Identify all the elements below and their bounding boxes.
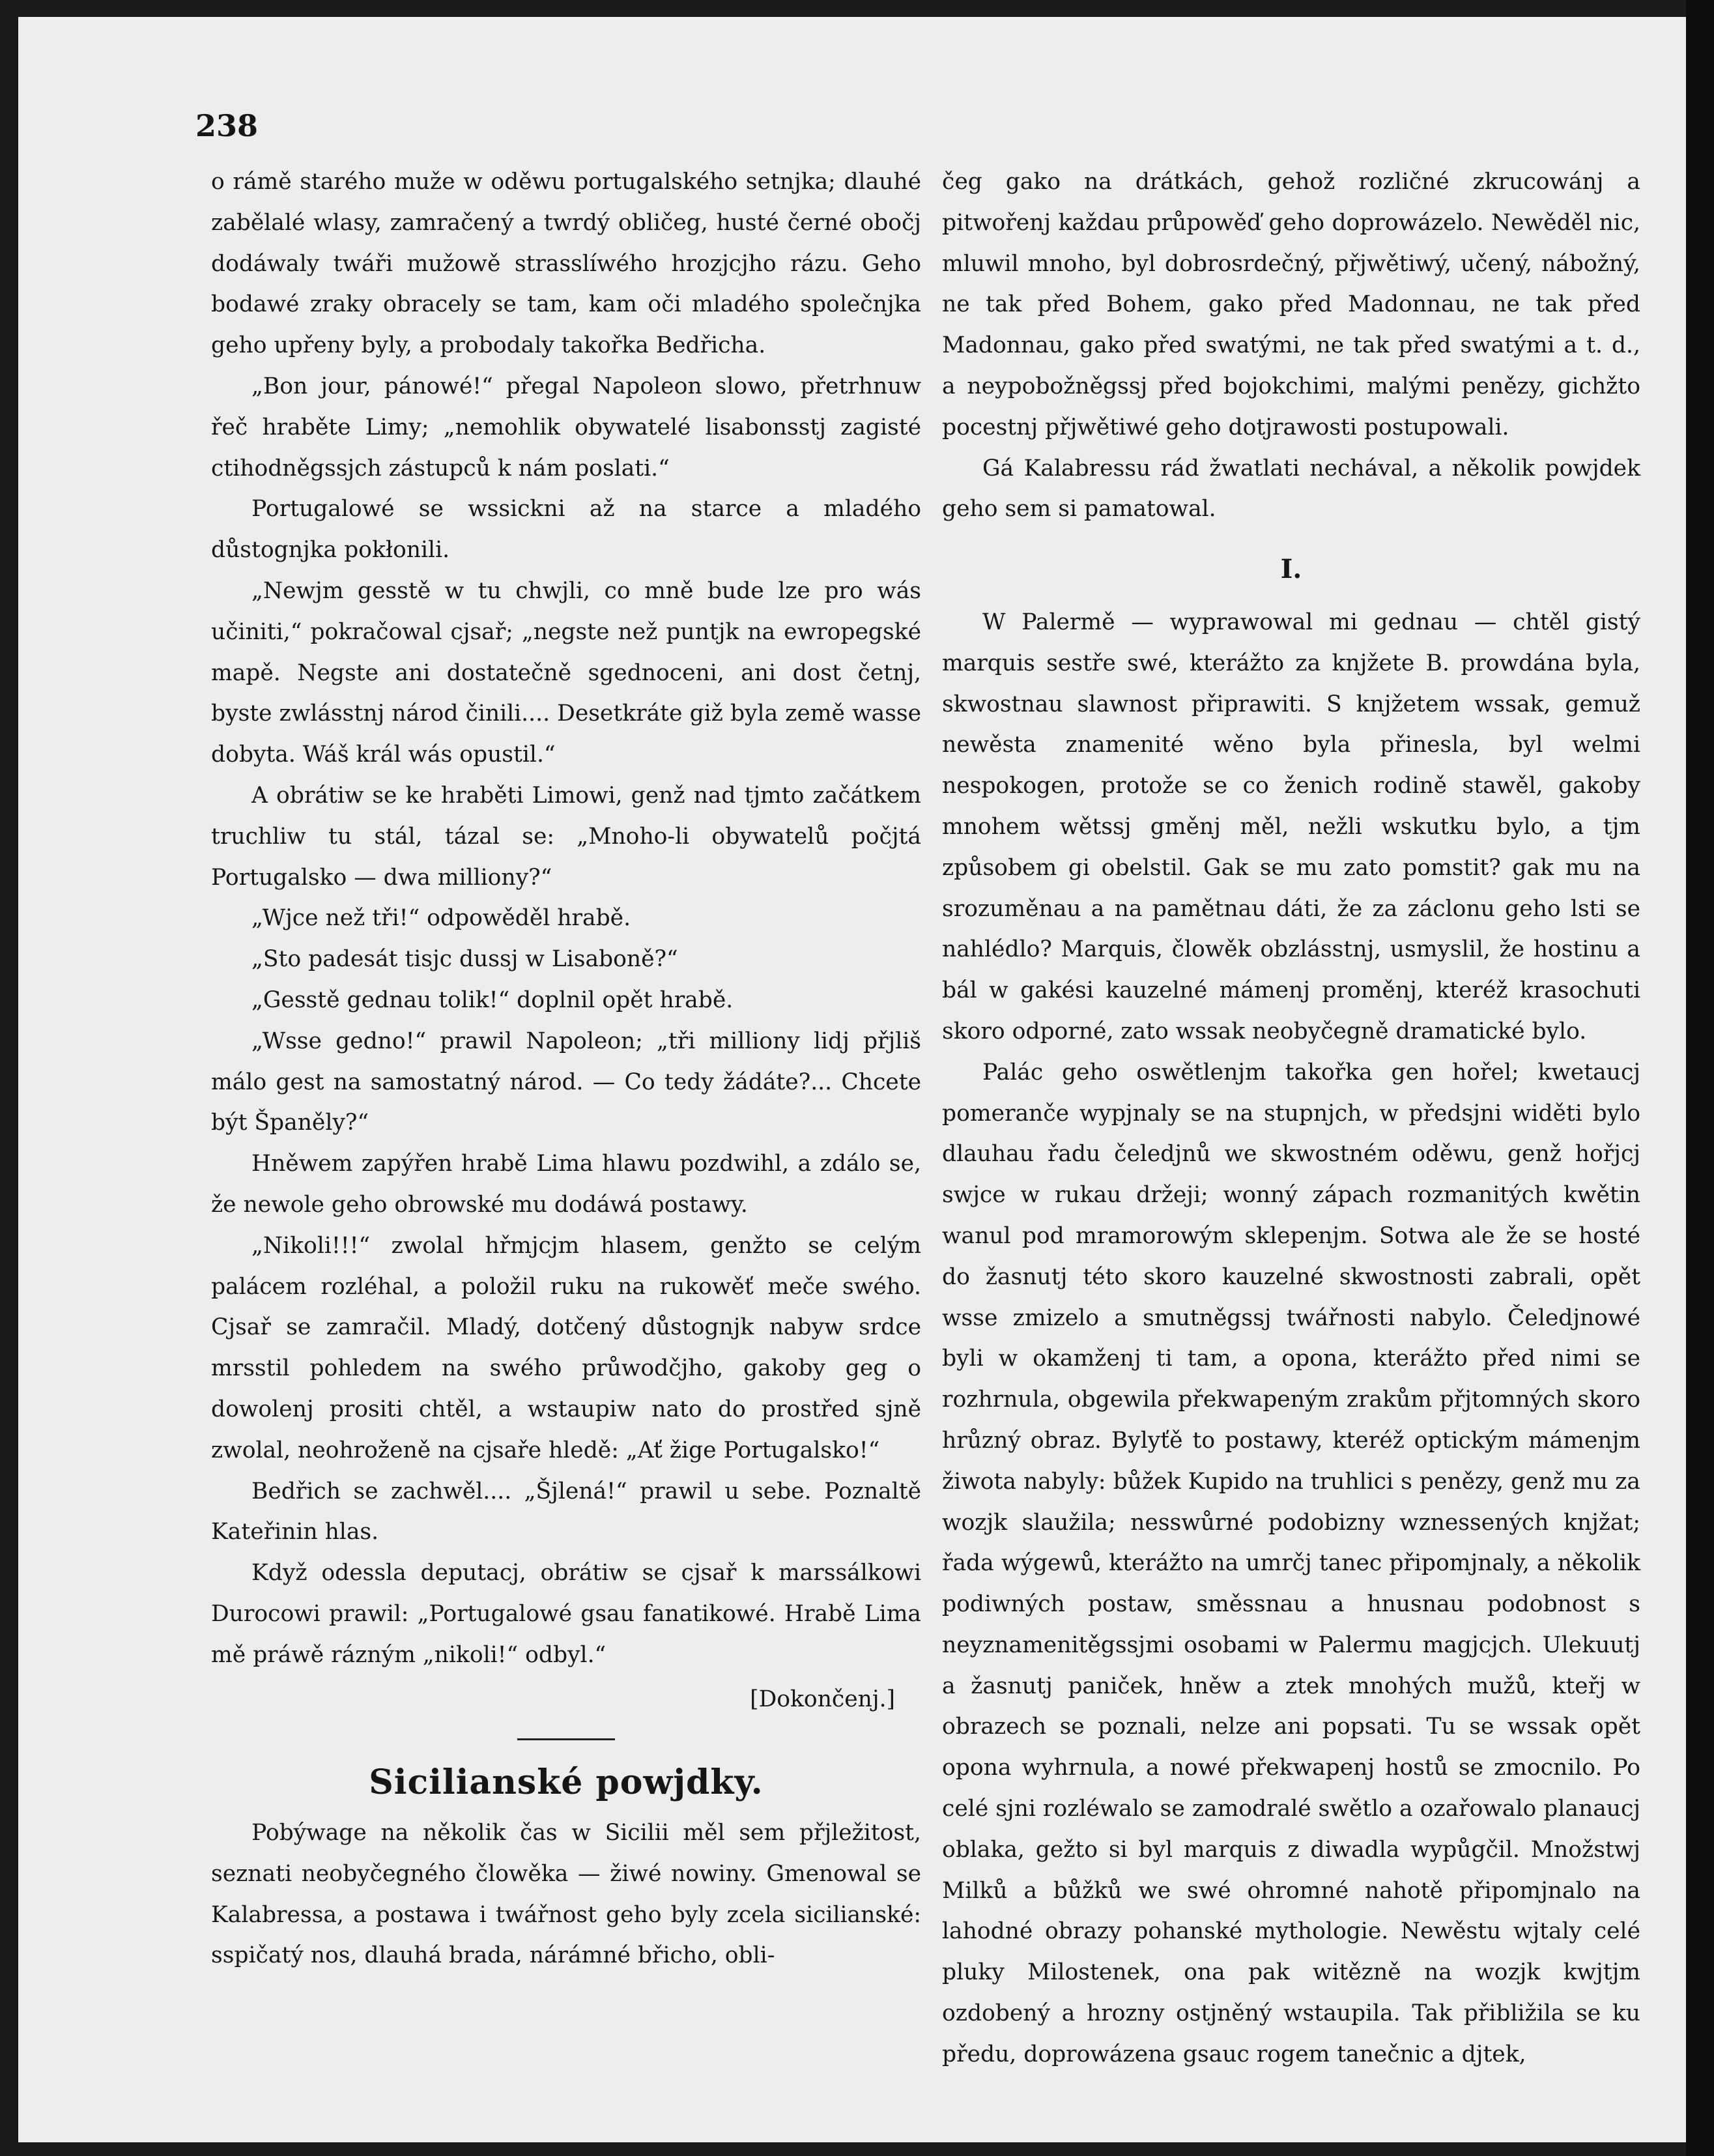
section-divider	[517, 1738, 615, 1740]
paragraph: A obrátiw se ke hraběti Limowi, genž nad tjmto začátkem truchliw tu stál, tázal se: „Mnoho-li obywatelů počjtá Portugalsko — dwa milliony?“	[211, 782, 921, 891]
paragraph: Pobýwage na několik čas w Sicilii měl sem přjležitost, seznati neobyčegného člowěka — žiwé nowiny. Gmenowal se Kalabressa, a postawa i twářnost geho byly zcela sicilianské: sspičatý nos, dlauhá brada, nárámné břicho, obli-	[211, 1820, 921, 1969]
paragraph: W Palermě — wyprawowal mi gednau — chtěl gistý marquis sestře swé, kterážto za knjžete B. prowdána byla, skwostnau slawnost připrawiti. S knjžetem wssak, gemuž newěsta znamenité wěno byla přinesla, byl welmi nespokogen, protože se co ženich rodině stawěl, gakoby mnohem wětssj gměnj měl, nežli wskutku bylo, a tjm způsobem gi obelstil. Gak se mu zato pomstit? gak mu na srozuměnau a na pamětnau dáti, že za záclonu geho lsti se nahlédlo? Marquis, člowěk obzlásstnj, usmyslil, že hostinu a bál w gakési kauzelné mámenj proměnj, kteréž krasochuti skoro odporné, zato wssak neobyčegně dramatické bylo.	[942, 609, 1640, 1044]
book-page	[18, 17, 1686, 2142]
right-column	[942, 162, 1640, 2075]
paragraph: o rámě starého muže w oděwu portugalského setnjka; dlauhé zabělalé wlasy, zamračený a twrdý obličeg, husté černé obočj dodáwaly twáři mužowě strasslíwého hrozjcjho rázu. Geho bodawé zraky obracely se tam, kam oči mladého společnjka geho upřeny byly, a probodaly takořka Bedřicha.	[211, 169, 921, 359]
chapter-number: I.	[1280, 554, 1302, 585]
paragraph: „Wsse gedno!“ prawil Napoleon; „tři milliony lidj přjliš málo gest na samostatný národ. — Co tedy žádáte?... Chcete být Španěly?“	[211, 1028, 921, 1136]
paragraph: čeg gako na drátkách, gehož rozličné zkrucowánj a pitwořenj každau průpowěď geho doprowázelo. Newěděl nic, mluwil mnoho, byl dobrosrdečný, přjwětiwý, učený, nábožný, ne tak před Bohem, gako před Madonnau, ne tak před Madonnau, gako před swatými, ne tak před swatými a t. d., a neypobožněgssj před bojokchimi, malými penězy, gichžto pocestnj přjwětiwé geho dotjrawosti postupowali.	[942, 169, 1640, 440]
paragraph: Bedřich se zachwěl.... „Šjlená!“ prawil u sebe. Poznaltě Kateřinin hlas.	[211, 1478, 921, 1545]
paragraph: Portugalowé se wssickni až na starce a mladého důstognjka pokłonili.	[211, 496, 921, 564]
continuation-note: [Dokončenj.]	[750, 1686, 895, 1713]
paragraph: „Sto padesát tisjc dussj w Lisaboně?“	[251, 946, 678, 973]
section-title: Sicilianské powjdky.	[369, 1762, 764, 1803]
paragraph: Gá Kalabressu rád žwatlati nechával, a několik powjdek geho sem si pamatowal.	[942, 455, 1640, 523]
scan-border	[1686, 0, 1714, 2156]
paragraph: „Newjm gesstě w tu chwjli, co mně bude lze pro wás učiniti,“ pokračowal cjsař; „negste než puntjk na ewropegské mapě. Negste ani dostatečně sgednoceni, ani dost četnj, byste zwlásstnj národ činili.... Desetkráte giž byla země wasse dobyta. Wáš král wás opustil.“	[211, 577, 921, 768]
paragraph: Když odessla deputacj, obrátiw se cjsař k marssálkowi Durocowi prawil: „Portugalowé gsau fanatikowé. Hrabě Lima mě práwě rázným „nikoli!“ odbyl.“	[211, 1560, 921, 1668]
paragraph: Hněwem zapýřen hrabě Lima hlawu pozdwihl, a zdálo se, že newole geho obrowské mu dodáwá postawy.	[211, 1151, 921, 1218]
paragraph: „Nikoli!!!“ zwolal hřmjcjm hlasem, genžto se celým palácem rozléhal, a položil ruku na rukowěť meče swého. Cjsař se zamračil. Mladý, dotčený důstognjk nabyw srdce mrsstil pohledem na swého průwodčjho, gakoby geg o dowolenj prositi chtěl, a wstaupiw nato do prostřed sjně zwolal, neohroženě na cjsaře hledě: „Ať žige Portugalsko!“	[211, 1232, 921, 1463]
left-column	[211, 162, 921, 1976]
paragraph: Palác geho oswětlenjm takořka gen hořel; kwetaucj pomeranče wypjnaly se na stupnjch, w předsjni widěti bylo dlauhau řadu čeledjnů we skwostném oděwu, genž hořjcj swjce w rukau držeji; wonný zápach rozmanitých kwětin wanul pod mramorowým sklepenjm. Sotwa ale že se hosté do žasnutj této skoro kauzelné skwostnosti zabrali, opět wsse zmizelo a smutněgssj twářnosti nabylo. Čeledjnowé byli w okamženj ti tam, a opona, kterážto před nimi se rozhrnula, obgewila překwapeným zrakům přjtomných skoro hrůzný obraz. Bylyťě to postawy, kteréž optickým mámenjm žiwota nabyly: bůžek Kupido na truhlici s penězy, genž mu za wozjk slaužila; nesswůrné podobizny wznessených knjžat; řada wýgewů, kterážto na umrčj tanec připomjnaly, a několik podiwných postaw, směssnau a hnusnau podobnost s neyznamenitěgssjmi osobami w Palermu magjcjch. Ulekuutj a žasnutj paniček, hněw a ztek mnohých mužů, kteřj w obrazech se poznali, nelze ani popsati. Tu se wssak opět opona wyhrnula, a nowé překwapenj hostů se zmocnilo. Po celé sjni rozléwalo se zamodralé swětlo a ozařowalo planaucj oblaka, gežto si byl marquis z diwadla wypůgčil. Množstwj Milků a bůžků we swé ohromné nahotě připomjnalo na lahodné obrazy pohanské mythologie. Newěstu wjtaly celé pluky Milostenek, ona pak witězně na wozjk kwjtjm ozdobený a hrozny ostjněný wstaupila. Tak přibližila se ku předu, doprowázena gsauc rogem tanečnic a djtek,	[942, 1059, 1640, 2067]
paragraph: „Wjce než tři!“ odpowěděl hrabě.	[251, 905, 631, 932]
paragraph: „Bon jour, pánowé!“ přegal Napoleon slowo, přetrhnuw řeč hraběte Limy; „nemohlik obywatelé lisabonsstj zagisté ctihodněgssjch zástupců k nám poslati.“	[211, 373, 921, 482]
paragraph: „Gesstě gednau tolik!“ doplnil opět hrabě.	[251, 986, 734, 1013]
page-number: 238	[195, 108, 259, 143]
